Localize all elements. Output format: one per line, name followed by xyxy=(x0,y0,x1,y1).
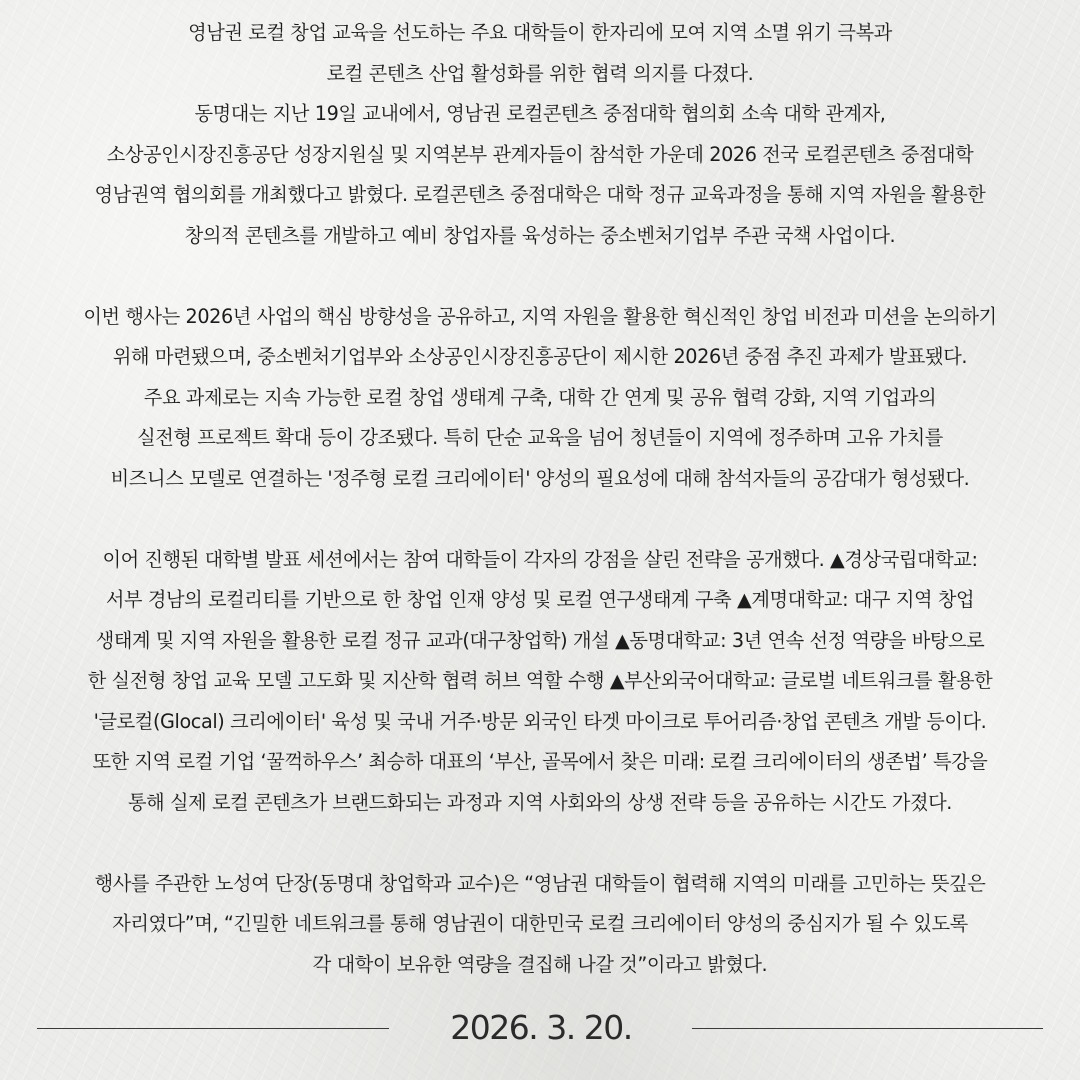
article-paragraph xyxy=(0,864,1080,986)
publish-date: 2026. 3. 20. xyxy=(450,1008,632,1047)
article-line: 위해 마련됐으며, 중소벤처기업부와 소상공인시장진흥공단이 제시한 2026년 중점 추진 과제가 발표됐다. xyxy=(112,345,968,368)
article-line: 각 대학이 보유한 역량을 결집해 나갈 것”이라고 밝혔다. xyxy=(312,952,768,976)
article-paragraph xyxy=(0,540,1080,824)
article-line: 동명대는 지난 19일 교내에서, 영남권 로컬콘텐츠 중점대학 협의회 소속 대학 관계자, xyxy=(194,102,886,125)
article-line: 영남권 로컬 창업 교육을 선도하는 주요 대학들이 한자리에 모여 지역 소멸 위기 극복과 xyxy=(188,21,892,44)
article-line: 한 실전형 창업 교육 모델 고도화 및 지산학 협력 허브 역할 수행 ▲부산외국어대학교: 글로벌 네트워크를 활용한 xyxy=(87,669,993,692)
article-line: 영남권역 협의회를 개최했다고 밝혔다. 로컬콘텐츠 중점대학은 대학 정규 교육과정을 통해 지역 자원을 활용한 xyxy=(94,183,986,206)
article-line: '글로컬(Glocal) 크리에이터' 육성 및 국내 거주·방문 외국인 타겟 마이크로 투어리즘·창업 콘텐츠 개발 등이다. xyxy=(93,709,987,733)
article-line: 이어 진행된 대학별 발표 세션에서는 참여 대학들이 각자의 강점을 살린 전략을 공개했다. ▲경상국립대학교: xyxy=(102,547,978,571)
article-paragraph xyxy=(0,13,1080,256)
article-line: 비즈니스 모델로 연결하는 '정주형 로컬 크리에이터' 양성의 필요성에 대해 참석자들의 공감대가 형성됐다. xyxy=(110,466,970,490)
article-line: 자리였다”며, “긴밀한 네트워크를 통해 영남권이 대한민국 로컬 크리에이터 양성의 중심지가 될 수 있도록 xyxy=(112,912,968,935)
article-line: 통해 실제 로컬 콘텐츠가 브랜드화되는 과정과 지역 사회와의 상생 전략 등을 공유하는 시간도 가졌다. xyxy=(127,790,953,814)
article-line: 창의적 콘텐츠를 개발하고 예비 창업자를 육성하는 중소벤처기업부 주관 국책 사업이다. xyxy=(184,223,896,247)
article-line: 주요 과제로는 지속 가능한 로컬 창업 생태계 구축, 대학 간 연계 및 공유 협력 강화, 지역 기업과의 xyxy=(143,385,937,409)
article-line: 또한 지역 로컬 기업 ‘꿀꺽하우스’ 최승하 대표의 ‘부산, 골목에서 찾은 미래: 로컬 크리에이터의 생존법’ 특강을 xyxy=(92,750,988,773)
date-footer xyxy=(0,1004,1080,1052)
article-body xyxy=(0,13,1080,1026)
article-paragraph xyxy=(0,297,1080,500)
divider-line-right xyxy=(692,1028,1043,1029)
article-line: 서부 경남의 로컬리티를 기반으로 한 창업 인재 양성 및 로컬 연구생태계 구축 ▲계명대학교: 대구 지역 창업 xyxy=(105,588,975,611)
article-line: 로컬 콘텐츠 산업 활성화를 위한 협력 의지를 다졌다. xyxy=(326,61,754,85)
article-line: 실전형 프로젝트 확대 등이 강조됐다. 특히 단순 교육을 넘어 청년들이 지역에 정주하며 고유 가치를 xyxy=(137,426,943,449)
divider-line-left xyxy=(37,1028,389,1029)
article-line: 행사를 주관한 노성여 단장(동명대 창업학과 교수)은 “영남권 대학들이 협력해 지역의 미래를 고민하는 뜻깊은 xyxy=(94,871,986,895)
article-line: 이번 행사는 2026년 사업의 핵심 방향성을 공유하고, 지역 자원을 활용한 혁신적인 창업 비전과 미션을 논의하기 xyxy=(83,304,997,328)
article-line: 소상공인시장진흥공단 성장지원실 및 지역본부 관계자들이 참석한 가운데 2026 전국 로컬콘텐츠 중점대학 xyxy=(106,142,974,166)
article-line: 생태계 및 지역 자원을 활용한 로컬 정규 교과(대구창업학) 개설 ▲동명대학교: 3년 연속 선정 역량을 바탕으로 xyxy=(95,628,985,652)
